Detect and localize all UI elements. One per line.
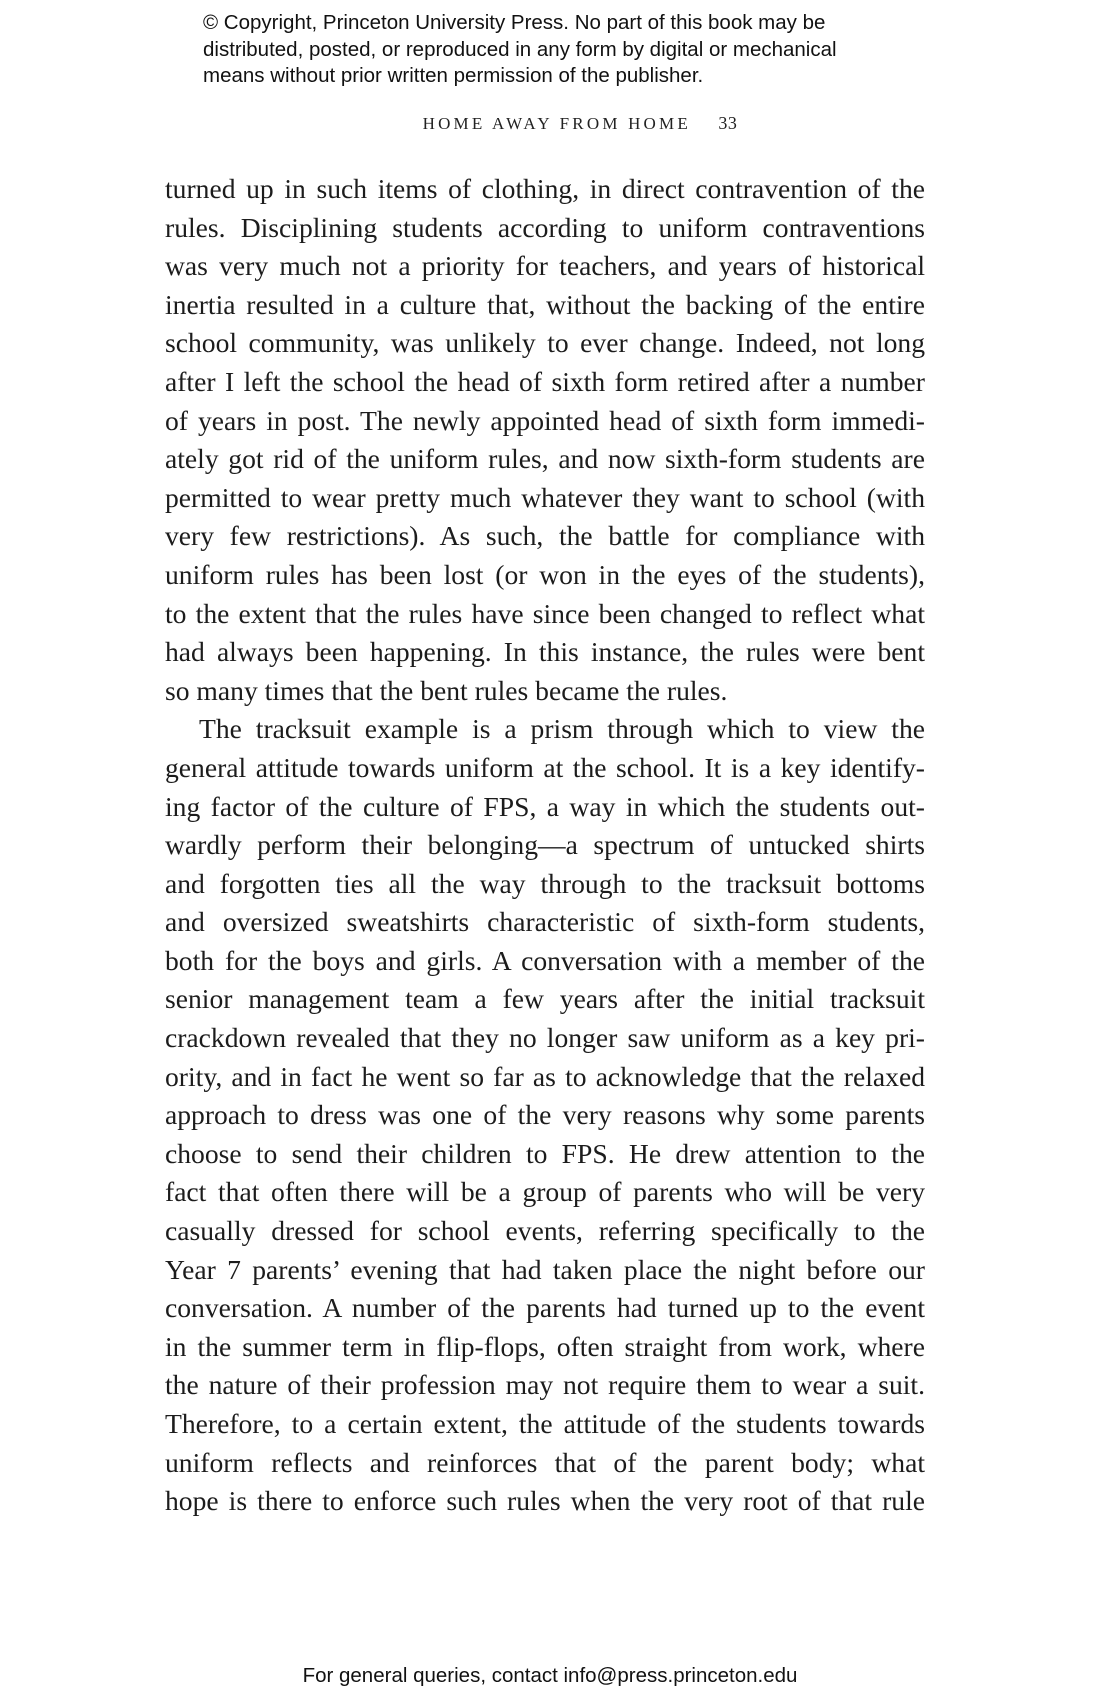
text-line: permitted to wear pretty much whatever they want to school (with bbox=[165, 481, 925, 513]
body-text bbox=[165, 170, 925, 1521]
text-line: choose to send their children to FPS. He drew attention to the bbox=[165, 1137, 925, 1169]
text-line: rules. Disciplining students according to uniform contraventions bbox=[165, 211, 925, 243]
text-line: Therefore, to a certain extent, the attitude of the students towards bbox=[165, 1408, 925, 1439]
running-head bbox=[0, 113, 1100, 134]
copyright-line: © Copyright, Princeton University Press. No part of this book may be bbox=[203, 11, 826, 34]
text-line: ately got rid of the uniform rules, and now sixth-form students are bbox=[165, 443, 925, 475]
text-line: so many times that the bent rules became the rules. bbox=[165, 674, 728, 706]
text-line: ing factor of the culture of FPS, a way in which the students out- bbox=[165, 790, 925, 822]
text-line: uniform reflects and reinforces that of the parent body; what bbox=[165, 1446, 925, 1478]
running-head-title: HOME AWAY FROM HOME bbox=[422, 114, 691, 133]
text-line: inertia resulted in a culture that, without the backing of the entire bbox=[165, 288, 925, 320]
text-line: very few restrictions). As such, the battle for compliance with bbox=[165, 520, 925, 552]
text-line: wardly perform their belonging—a spectrum of untucked shirts bbox=[165, 829, 925, 861]
text-line: to the extent that the rules have since been changed to reflect what bbox=[165, 597, 925, 629]
text-line: the nature of their profession may not require them to wear a suit. bbox=[165, 1369, 925, 1401]
text-line: conversation. A number of the parents had turned up to the event bbox=[165, 1292, 925, 1324]
text-line: and oversized sweatshirts characteristic of sixth-form students, bbox=[165, 906, 925, 938]
text-line: both for the boys and girls. A conversation with a member of the bbox=[165, 944, 925, 976]
text-line: was very much not a priority for teachers, and years of historical bbox=[165, 250, 925, 282]
text-line: hope is there to enforce such rules when the very root of that rule bbox=[165, 1485, 925, 1517]
copyright-notice bbox=[203, 10, 963, 90]
footer-contact: For general queries, contact info@press.princeton.edu bbox=[302, 1664, 798, 1687]
text-line: school community, was unlikely to ever change. Indeed, not long bbox=[165, 327, 925, 359]
copyright-line: means without prior written permission of the publisher. bbox=[203, 64, 704, 87]
text-line: and forgotten ties all the way through to the tracksuit bottoms bbox=[165, 867, 925, 899]
text-line: of years in post. The newly appointed head of sixth form immedi- bbox=[165, 404, 925, 436]
text-line: approach to dress was one of the very reasons why some parents bbox=[165, 1099, 925, 1131]
text-line: senior management team a few years after the initial tracksuit bbox=[165, 983, 925, 1015]
page-number: 33 bbox=[718, 113, 738, 133]
text-line: Year 7 parents’ evening that had taken place the night before our bbox=[165, 1253, 925, 1285]
text-line: turned up in such items of clothing, in direct contravention of the bbox=[165, 173, 925, 204]
text-line: had always been happening. In this instance, the rules were bent bbox=[165, 636, 925, 668]
text-line: general attitude towards uniform at the school. It is a key identify- bbox=[165, 751, 925, 783]
text-line: in the summer term in flip-flops, often straight from work, where bbox=[165, 1330, 925, 1362]
text-line: fact that often there will be a group of parents who will be very bbox=[165, 1176, 925, 1208]
text-line: casually dressed for school events, referring specifically to the bbox=[165, 1215, 925, 1247]
text-line: ority, and in fact he went so far as to acknowledge that the relaxed bbox=[165, 1060, 925, 1092]
text-line: crackdown revealed that they no longer saw uniform as a key pri- bbox=[165, 1022, 925, 1054]
text-line: The tracksuit example is a prism through which to view the bbox=[199, 713, 925, 745]
text-line: after I left the school the head of sixth form retired after a number bbox=[165, 365, 925, 397]
copyright-line: distributed, posted, or reproduced in any form by digital or mechanical bbox=[203, 37, 837, 61]
text-line: uniform rules has been lost (or won in the eyes of the students), bbox=[165, 558, 925, 590]
